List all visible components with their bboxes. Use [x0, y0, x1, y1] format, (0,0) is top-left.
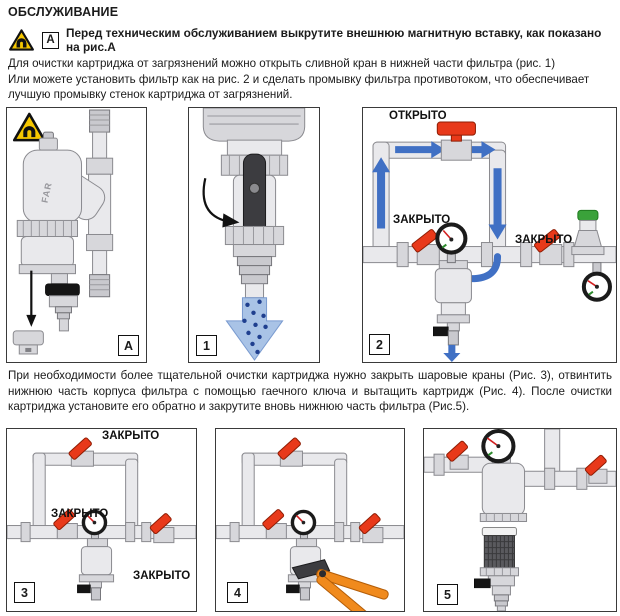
figure-1 — [188, 107, 320, 363]
figure-a-label: A — [118, 335, 139, 356]
valve-state-right: ЗАКРЫТО — [133, 570, 191, 582]
valve-state-top: ЗАКРЫТО — [102, 430, 160, 442]
pressure-reducer — [572, 210, 604, 254]
figure-5 — [423, 428, 617, 612]
warning-ref-box: A — [42, 32, 59, 49]
filter-open — [480, 453, 526, 521]
filter — [77, 539, 113, 600]
page-title: ОБСЛУЖИВАНИЕ — [8, 5, 119, 19]
drain-flow-arrow — [443, 345, 460, 362]
intro-paragraph — [8, 56, 612, 103]
valve-top-closed — [68, 437, 93, 466]
figure-3-drawing — [7, 429, 196, 611]
figure-5-label: 5 — [437, 584, 458, 605]
warning-row — [8, 26, 614, 54]
magnetic-insert — [13, 331, 43, 354]
cartridge — [480, 528, 518, 576]
valve-state-left: ЗАКРЫТО — [51, 508, 109, 520]
valve-state-right: ЗАКРЫТО — [515, 234, 573, 246]
valve-top-open — [437, 122, 475, 160]
figure-1-drawing — [189, 108, 319, 362]
figure-2 — [362, 107, 617, 363]
figure-2-label: 2 — [369, 334, 390, 355]
pressure-gauge-right — [584, 263, 610, 300]
valve-state-top: ОТКРЫТО — [389, 110, 447, 122]
intro-line1: Для очистки картриджа от загрязнений можно открыть сливной кран в нижней части фильтра (рис. 1) — [8, 57, 556, 70]
figure-4-label: 4 — [227, 582, 248, 603]
figure-3-label: 3 — [14, 582, 35, 603]
filter — [433, 261, 471, 345]
pressure-gauge — [483, 431, 513, 461]
magnet-warning-icon — [8, 27, 35, 53]
figure-4 — [215, 428, 405, 612]
figure-2-drawing — [363, 108, 616, 362]
valve-state-left: ЗАКРЫТО — [393, 214, 451, 226]
removal-arrow — [26, 271, 36, 327]
brand-text: FAR — [39, 181, 54, 204]
figure-a — [6, 107, 147, 363]
figure-3 — [6, 428, 197, 612]
intro-rest: Или можете установить фильтр как на рис. 2 и сделать промывку фильтра противотоком, что обеспечивает лучшую промывку стенок картриджа от загрязнений. — [8, 72, 590, 102]
magnet-warning-icon — [14, 114, 44, 140]
valve-top-closed — [277, 437, 302, 466]
figure-1-label: 1 — [196, 335, 217, 356]
drain-valve — [45, 274, 79, 331]
water-flow-arrow — [226, 298, 282, 360]
figure-a-drawing — [7, 108, 146, 362]
drain-valve — [474, 576, 514, 611]
deep-clean-paragraph: При необходимости более тщательной очистки картриджа нужно закрыть шаровые краны (Рис. 3), отвинтить нижнюю часть корпуса фильтра с помощью гаечного ключа и вытащить картридж (Рис. 4). После очистки картриджа установите его обратно и закрутите вновь нижнюю часть фильтра (Рис.5). — [8, 369, 612, 414]
warning-text: Перед техническим обслуживанием выкрутите внешнюю магнитную вставку, как показано на рис.А — [66, 26, 602, 54]
